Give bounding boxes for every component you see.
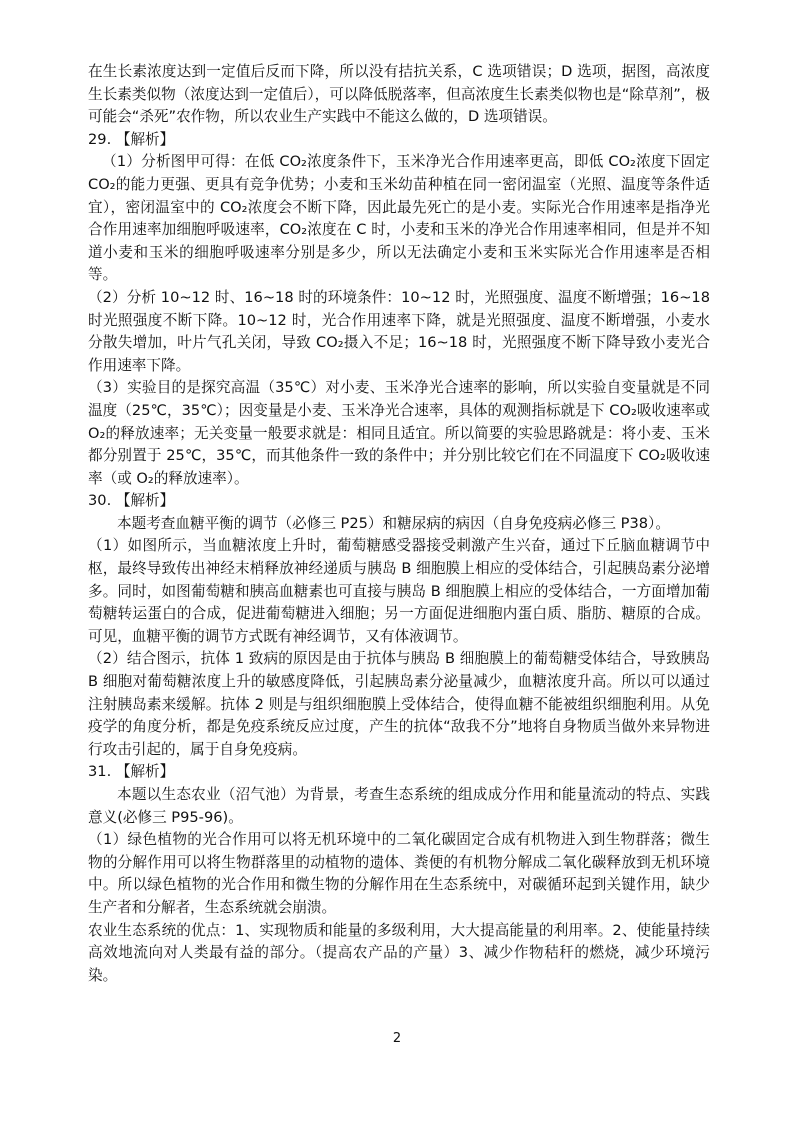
paragraph: （1）如图所示，当血糖浓度上升时，葡萄糖感受器接受刺激产生兴奋，通过下丘脑血糖调节中枢，最终导致传出神经末梢释放神经递质与胰岛 B 细胞膜上相应的受体结合，引起胰岛素分泌增多。同时，如图葡萄糖和胰高血糖素也可直接与胰岛 B 细胞膜上相应的受体结合，一方面增加葡萄糖转运蛋白的合成，促进葡萄糖进入细胞；另一方面促进细胞内蛋白质、脂肪、糖原的合成。可见，血糖平衡的调节方式既有神经调节，又有体液调节。	[88, 537, 710, 645]
question-heading: 30. 【解析】	[88, 492, 175, 510]
paragraph: （3）实验目的是探究高温（35℃）对小麦、玉米净光合速率的影响，所以实验自变量就是不同温度（25℃，35℃）；因变量是小麦、玉米净光合速率，具体的观测指标就是下 CO₂吸收速率或 O₂的释放速率；无关变量一般要求就是：相同且适宜。所以简要的实验思路就是：将小麦、玉米都分别置于 25℃，35℃，而其他条件一致的条件中；并分别比较它们在不同温度下 CO₂吸收速率（或 O₂的释放速率）。	[88, 379, 710, 487]
page-number: 2	[392, 1031, 402, 1046]
paragraph: （1）绿色植物的光合作用可以将无机环境中的二氧化碳固定合成有机物进入到生物群落；微生物的分解作用可以将生物群落里的动植物的遗体、粪便的有机物分解成二氧化碳释放到无机环境中。所以绿色植物的光合作用和微生物的分解作用在生态系统中，对碳循环起到关键作用，缺少生产者和分解者，生态系统就会崩溃。	[88, 831, 710, 916]
question-heading: 31. 【解析】	[88, 763, 175, 781]
paragraph: 本题考查血糖平衡的调节（必修三 P25）和糖尿病的病因（自身免疫病必修三 P38）。	[117, 514, 670, 532]
paragraph: 农业生态系统的优点：1、实现物质和能量的多级利用，大大提高能量的利用率。2、使能量持续高效地流向对人类最有益的部分。（提高农产品的产量）3、减少作物秸秆的燃烧，减少环境污染。	[88, 921, 710, 984]
paragraph: （2）结合图示，抗体 1 致病的原因是由于抗体与胰岛 B 细胞膜上的葡萄糖受体结合，导致胰岛 B 细胞对葡萄糖浓度上升的敏感度降低，引起胰岛素分泌量减少，血糖浓度升高。所以可以通过注射胰岛素来缓解。抗体 2 则是与组织细胞膜上受体结合，使得血糖不能被组织细胞利用。从免疫学的角度分析，都是免疫系统反应过度，产生的抗体“敌我不分”地将自身物质当做外来异物进行攻击引起的，属于自身免疫病。	[88, 650, 710, 758]
paragraph: （1）分析图甲可得：在低 CO₂浓度条件下，玉米净光合作用速率更高，即低 CO₂浓度下固定 CO₂的能力更强、更具有竞争优势；小麦和玉米幼苗种植在同一密闭温室（光照、温度等条件适宜），密闭温室中的 CO₂浓度会不断下降，因此最先死亡的是小麦。实际光合作用速率是指净光合作用速率加细胞呼吸速率，CO₂浓度在 C 时，小麦和玉米的净光合作用速率相同，但是并不知道小麦和玉米的细胞呼吸速率分别是多少，所以无法确定小麦和玉米实际光合作用速率是否相等。	[88, 153, 710, 284]
paragraph: 本题以生态农业（沼气池）为背景，考查生态系统的组成成分作用和能量流动的特点、实践意义(必修三 P95-96)。	[88, 786, 710, 826]
question-heading: 29. 【解析】	[88, 130, 175, 148]
paragraph: （2）分析 10~12 时、16~18 时的环境条件：10~12 时，光照强度、温度不断增强；16~18 时光照强度不断下降。10~12 时，光合作用速率下降，就是光照强度、温度不断增强，小麦水分散失增加，叶片气孔关闭，导致 CO₂摄入不足；16~18 时，光照强度不断下降导致小麦光合作用速率下降。	[88, 288, 710, 374]
answer-explanation-text	[88, 61, 710, 987]
paragraph: 在生长素浓度达到一定值后反而下降，所以没有拮抗关系，C 选项错误；D 选项，据图，高浓度生长素类似物（浓度达到一定值后），可以降低脱落率，但高浓度生长素类似物也是“除草剂”，极可能会“杀死”农作物，所以农业生产实践中不能这么做的，D 选项错误。	[88, 63, 710, 126]
